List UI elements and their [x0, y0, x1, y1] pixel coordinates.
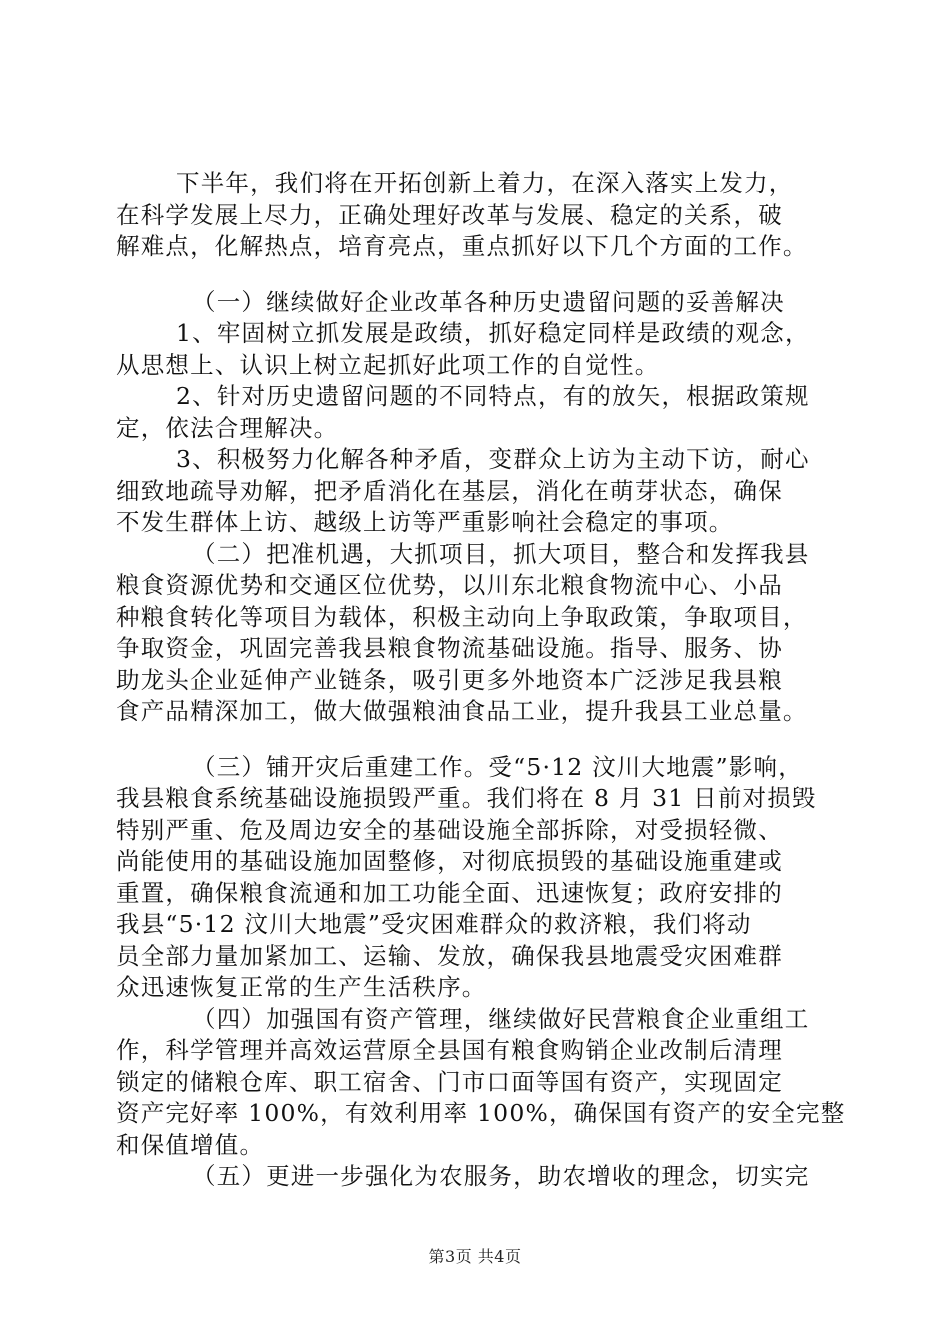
- list-item-3: 3、积极努力化解各种矛盾，变群众上访为主动下访，耐心 细致地疏导劝解，把矛盾消化在基层，消化在萌芽状态，确保 不发生群体上访、越级上访等严重影响社会稳定的事项。: [116, 445, 810, 536]
- paragraph-intro: 下半年，我们将在开拓创新上着力，在深入落实上发力， 在科学发展上尽力，正确处理好改革与发展、稳定的关系，破 解难点，化解热点，培育亮点，重点抓好以下几个方面的工作。: [116, 169, 808, 260]
- section-paragraph-3: （三）铺开灾后重建工作。受“5·12 汶川大地震”影响， 我县粮食系统基础设施损毁严重。我们将在 8 月 31 日前对损毁 特别严重、危及周边安全的基础设施全部拆除，对受损轻微、 尚能使用的基础设施加固整修，对彻底损毁的基础设施重建或 重置，确保粮食流通和加工功能全面、迅速恢复；政府安排的 我县“5·12 汶川大地震”受灾困难群众的救济粮，我们将动 员全部力量加紧加工、运输、发放，确保我县地震受灾困难群 众迅速恢复正常的生产生活秩序。: [116, 752, 817, 1001]
- list-item-2: 2、针对历史遗留问题的不同特点，有的放矢，根据政策规 定，依法合理解决。: [116, 382, 810, 442]
- section-heading-1: （一）继续做好企业改革各种历史遗留问题的妥善解决: [192, 287, 785, 316]
- section-paragraph-2: （二）把准机遇，大抓项目，抓大项目，整合和发挥我县 粮食资源优势和交通区位优势，以川东北粮食物流中心、小品 种粮食转化等项目为载体，积极主动向上争取政策，争取项目， 争取资金，巩固完善我县粮食物流基础设施。指导、服务、协 助龙头企业延伸产业链条，吸引更多外地资本广泛涉足我县粮 食产品精深加工，做大做强粮油食品工业，提升我县工业总量。: [116, 539, 810, 725]
- list-item-1: 1、牢固树立抓发展是政绩，抓好稳定同样是政绩的观念， 从思想上、认识上树立起抓好此项工作的自觉性。: [116, 319, 810, 379]
- document-body: [116, 168, 856, 1193]
- section-paragraph-5: （五）更进一步强化为农服务，助农增收的理念，切实完: [192, 1162, 810, 1190]
- page-indicator: 第3页 共4页: [428, 1247, 522, 1266]
- page-footer: [0, 1244, 950, 1267]
- section-paragraph-4: （四）加强国有资产管理，继续做好民营粮食企业重组工 作，科学管理并高效运营原全县国有粮食购销企业改制后清理 锁定的储粮仓库、职工宿舍、门市口面等国有资产，实现固定 资产完好率 100%，有效利用率 100%，确保国有资产的安全完整 和保值增值。: [116, 1004, 846, 1159]
